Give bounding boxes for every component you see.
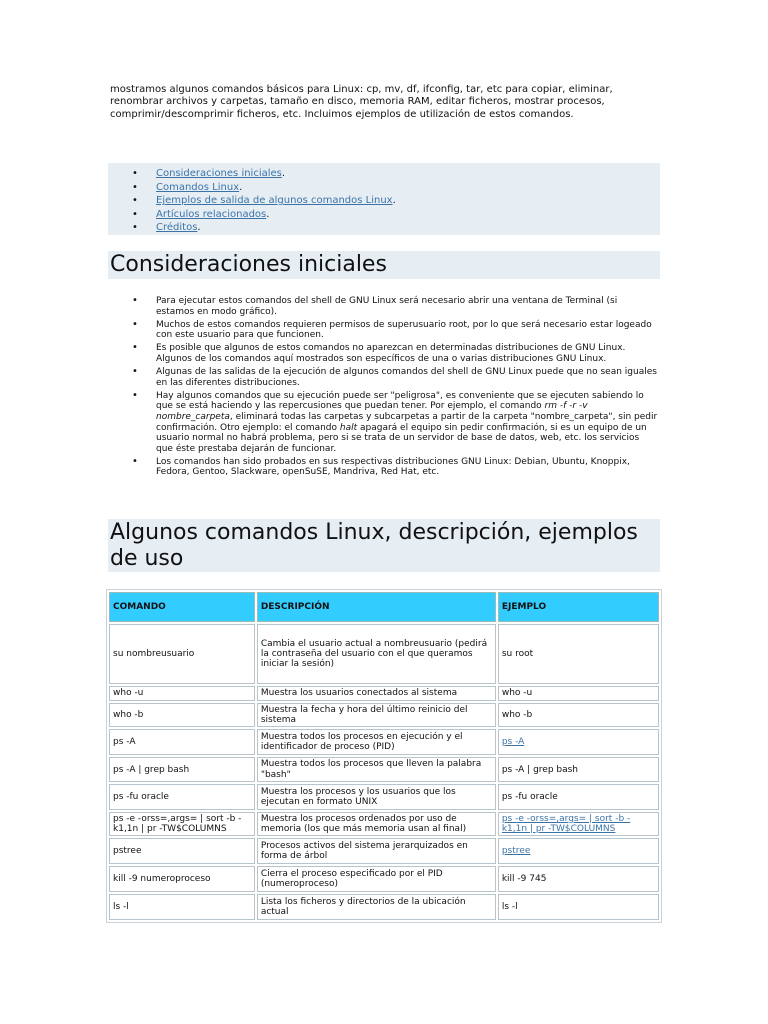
cell-comando: kill -9 numeroproceso bbox=[109, 866, 255, 892]
toc-item: • Créditos. bbox=[108, 221, 660, 235]
cell-descripcion: Muestra todos los procesos en ejecución y el identificador de proceso (PID) bbox=[257, 729, 496, 755]
toc-item: • Artículos relacionados. bbox=[108, 208, 660, 222]
toc-link[interactable]: Comandos Linux bbox=[156, 181, 240, 193]
cell-comando: ps -A bbox=[109, 729, 255, 755]
cell-comando: su nombreusuario bbox=[109, 624, 255, 684]
cell-comando: ps -A | grep bash bbox=[109, 757, 255, 781]
cell-comando: pstree bbox=[109, 838, 255, 864]
section-header-comandos bbox=[108, 519, 660, 572]
commands-table bbox=[106, 589, 662, 923]
toc-item: • Comandos Linux. bbox=[108, 181, 660, 195]
cell-descripcion: Muestra la fecha y hora del último reinicio del sistema bbox=[257, 703, 496, 727]
table-row bbox=[109, 624, 659, 684]
table-row bbox=[109, 894, 659, 920]
inline-code-text: halt bbox=[339, 422, 358, 433]
cell-descripcion: Muestra los usuarios conectados al sistema bbox=[257, 686, 496, 701]
cell-comando: ls -l bbox=[109, 894, 255, 920]
cell-descripcion: Procesos activos del sistema jerarquizados en forma de árbol bbox=[257, 838, 496, 864]
cell-comando: who -b bbox=[109, 703, 255, 727]
cell-ejemplo bbox=[498, 812, 659, 836]
cell-ejemplo: su root bbox=[498, 624, 659, 684]
toc-link[interactable]: Artículos relacionados bbox=[156, 208, 267, 220]
table-row bbox=[109, 686, 659, 701]
section-header-consideraciones bbox=[108, 251, 660, 279]
bullet-item: • Para ejecutar estos comandos del shell de GNU Linux será necesario abrir una ventana de Terminal (si estamos en modo gráfico). bbox=[108, 296, 660, 317]
considerations-list bbox=[108, 296, 660, 481]
cell-ejemplo: ps -A | grep bash bbox=[498, 757, 659, 781]
cell-comando: who -u bbox=[109, 686, 255, 701]
table-header-row bbox=[109, 592, 659, 622]
cell-ejemplo bbox=[498, 729, 659, 755]
section-title: Consideraciones iniciales bbox=[110, 252, 387, 277]
toc-list bbox=[108, 163, 660, 235]
toc-item: • Ejemplos de salida de algunos comandos Linux. bbox=[108, 194, 660, 208]
table-row bbox=[109, 812, 659, 836]
column-header-descripcion: DESCRIPCIÓN bbox=[257, 592, 496, 622]
table-row bbox=[109, 757, 659, 781]
cell-descripcion: Muestra todos los procesos que lleven la palabra "bash" bbox=[257, 757, 496, 781]
example-link[interactable]: ps -e -orss=,args= | sort -b -k1,1n | pr -TW$COLUMNS bbox=[501, 813, 631, 835]
bullet-text: Hay algunos comandos que su ejecución puede ser "peligrosa", es conveniente que se ejecuten sabiendo lo que se está haciendo y las repercusiones que puedan tener. Por ejemplo, el comando bbox=[156, 390, 644, 412]
intro-paragraph: mostramos algunos comandos básicos para Linux: cp, mv, df, ifconfig, tar, etc para copiar, eliminar, renombrar archivos y carpetas, tamaño en disco, memoria RAM, editar ficheros, mostrar procesos, comprimir/descomprimir ficheros, etc. Incluimos ejemplos de utilización de estos comandos. bbox=[110, 84, 613, 120]
cell-descripcion: Lista los ficheros y directorios de la ubicación actual bbox=[257, 894, 496, 920]
bullet-item: • Es posible que algunos de estos comandos no aparezcan en determinadas distribuciones de GNU Linux. Algunos de los comandos aquí mostrados son específicos de una o varias distribuciones GNU Linux. bbox=[108, 343, 660, 364]
bullet-text: , eliminará todas las carpetas y subcarpetas a partir de la carpeta "nombre_carpeta", sin pedir confirmación. Otro ejemplo: el comando bbox=[156, 411, 658, 433]
table-row bbox=[109, 784, 659, 810]
cell-ejemplo bbox=[498, 838, 659, 864]
column-header-comando: COMANDO bbox=[109, 592, 255, 622]
cell-ejemplo: who -u bbox=[498, 686, 659, 701]
table-row bbox=[109, 866, 659, 892]
bullet-list bbox=[108, 296, 660, 478]
cell-descripcion: Cambia el usuario actual a nombreusuario (pedirá la contraseña del usuario con el que queramos iniciar la sesión) bbox=[257, 624, 496, 684]
cell-descripcion: Muestra los procesos y los usuarios que los ejecutan en formato UNIX bbox=[257, 784, 496, 810]
column-header-ejemplo: EJEMPLO bbox=[498, 592, 659, 622]
cell-comando: ps -fu oracle bbox=[109, 784, 255, 810]
cell-descripcion: Cierra el proceso especificado por el PID (numeroproceso) bbox=[257, 866, 496, 892]
example-link[interactable]: pstree bbox=[501, 846, 531, 857]
toc-link[interactable]: Ejemplos de salida de algunos comandos Linux bbox=[156, 195, 393, 207]
section-title: Algunos comandos Linux, descripción, ejemplos de uso bbox=[110, 520, 638, 571]
table-body bbox=[109, 624, 659, 920]
bullet-item: • Los comandos han sido probados en sus respectivas distribuciones GNU Linux: Debian, Ubuntu, Knoppix, Fedora, Gentoo, Slackware, openSuSE, Mandriva, Red Hat, etc. bbox=[108, 457, 660, 478]
inline-code-text: rm -f -r -v nombre_carpeta bbox=[156, 401, 588, 422]
table-row bbox=[109, 729, 659, 755]
cell-ejemplo: ls -l bbox=[498, 894, 659, 920]
table-of-contents bbox=[108, 163, 660, 235]
bullet-item bbox=[108, 391, 660, 455]
table-row bbox=[109, 838, 659, 864]
cell-ejemplo: ps -fu oracle bbox=[498, 784, 659, 810]
cell-comando: ps -e -orss=,args= | sort -b -k1,1n | pr -TW$COLUMNS bbox=[109, 812, 255, 836]
table-row bbox=[109, 703, 659, 727]
toc-link[interactable]: Créditos bbox=[156, 222, 198, 234]
toc-link[interactable]: Consideraciones iniciales bbox=[156, 168, 282, 179]
cell-descripcion: Muestra los procesos ordenados por uso de memoria (los que más memoria usan al final) bbox=[257, 812, 496, 836]
example-link[interactable]: ps -A bbox=[501, 737, 525, 748]
bullet-item: • Algunas de las salidas de la ejecución de algunos comandos del shell de GNU Linux puede que no sean iguales en las diferentes distribuciones. bbox=[108, 367, 660, 388]
bullet-item: • Muchos de estos comandos requieren permisos de superusuario root, por lo que será necesario estar logeado con este usuario para que funcionen. bbox=[108, 320, 660, 341]
cell-ejemplo: kill -9 745 bbox=[498, 866, 659, 892]
cell-ejemplo: who -b bbox=[498, 703, 659, 727]
toc-item: • Consideraciones iniciales. bbox=[108, 167, 660, 181]
bullet-text: apagará el equipo sin pedir confirmación, si es un equipo de un usuario normal no habrá problema, pero si se trata de un servidor de base de datos, web, etc. los servicios que éste prestaba dejarán de funcionar. bbox=[156, 422, 647, 454]
